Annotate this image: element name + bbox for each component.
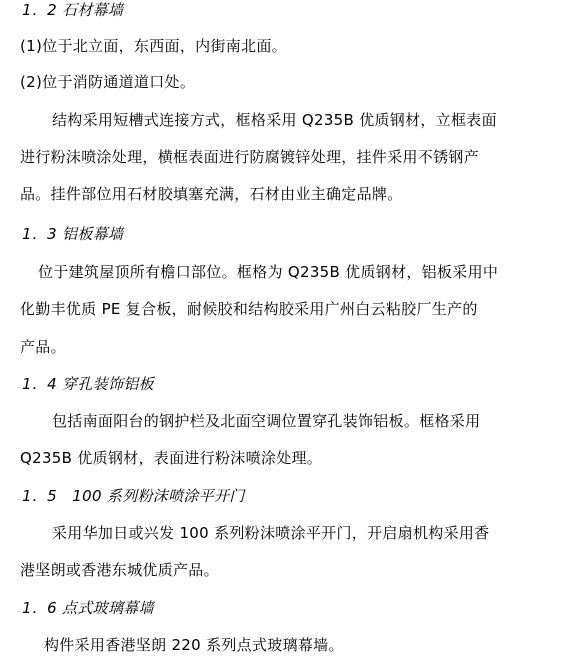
paragraph-line: 港坚朗或香港东城优质产品。: [20, 561, 219, 579]
paragraph-line: 品。挂件部位用石材胶填塞充满，石材由业主确定品牌。: [20, 185, 403, 203]
paragraph-line: 产品。: [20, 338, 66, 356]
section-heading-point-glass-curtain-wall: 1．6 点式玻璃幕墙: [22, 599, 154, 617]
paragraph-line: 构件采用香港坚朗 220 系列点式玻璃幕墙。: [44, 636, 344, 654]
paragraph-line: (1)位于北立面，东西面，内街南北面。: [20, 37, 287, 55]
paragraph-line: 化勤丰优质 PE 复合板，耐候胶和结构胶采用广州白云粘胶厂生产的: [20, 300, 478, 318]
paragraph-line: 结构采用短槽式连接方式，框格采用 Q235B 优质钢材，立框表面: [52, 111, 497, 129]
section-heading-casement-door: 1．5 100 系列粉沫喷涂平开门: [22, 487, 245, 505]
paragraph-line: 位于建筑屋顶所有檐口部位。框格为 Q235B 优质钢材，铝板采用中: [38, 263, 499, 281]
paragraph-line: Q235B 优质钢材，表面进行粉沫喷涂处理。: [20, 449, 323, 467]
section-heading-stone-curtain-wall: 1．2 石材幕墙: [22, 1, 124, 19]
paragraph-line: (2)位于消防通道道口处。: [20, 73, 196, 91]
paragraph-line: 进行粉沫喷涂处理，横框表面进行防腐镀锌处理，挂件采用不锈钢产: [20, 148, 480, 166]
section-heading-aluminum-curtain-wall: 1．3 铝板幕墙: [22, 225, 124, 243]
paragraph-line: 包括南面阳台的钢护栏及北面空调位置穿孔装饰铝板。框格采用: [52, 412, 481, 430]
section-heading-perforated-aluminum-panel: 1．4 穿孔装饰铝板: [22, 375, 154, 393]
paragraph-line: 采用华加日或兴发 100 系列粉沫喷涂平开门，开启扇机构采用香: [52, 524, 490, 542]
